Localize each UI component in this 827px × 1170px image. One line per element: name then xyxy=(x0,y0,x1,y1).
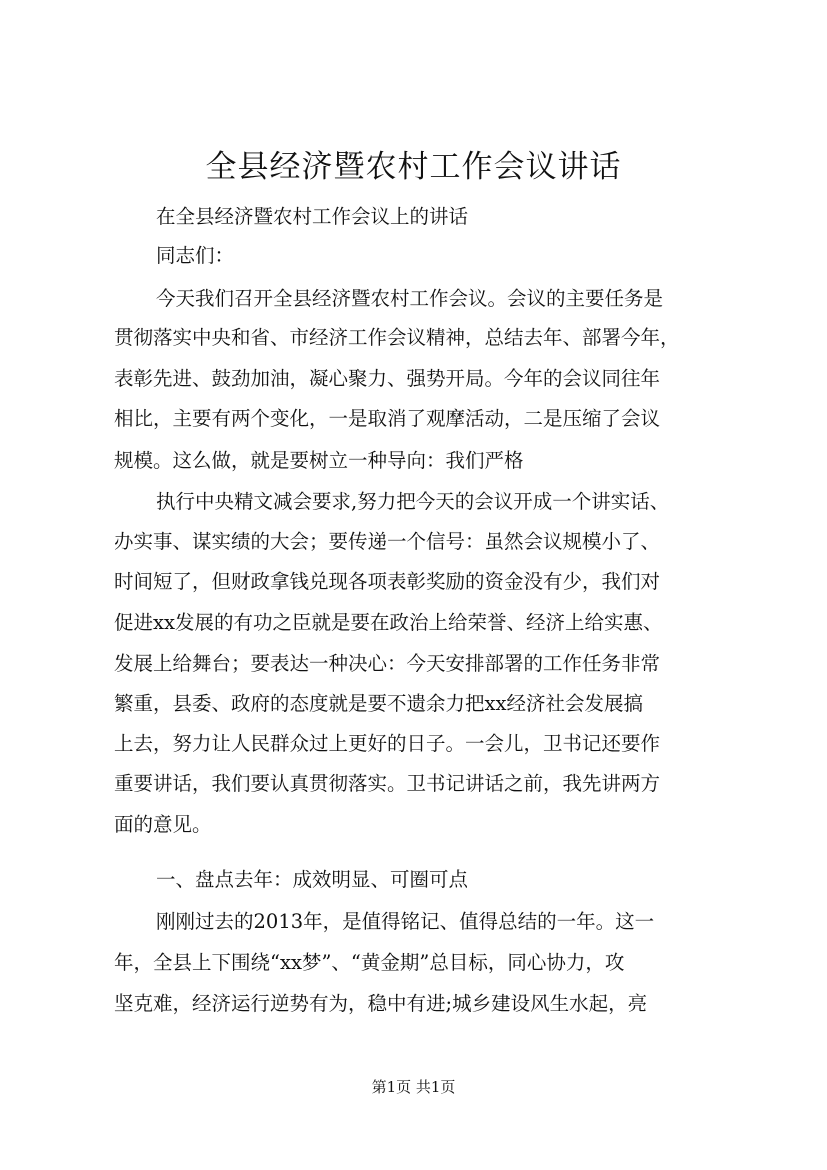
paragraph-line: 促进xx发展的有功之臣就是要在政治上给荣誉、经济上给实惠、 xyxy=(114,611,663,634)
paragraph-line: 贯彻落实中央和省、市经济工作会议精神，总结去年、部署今年， xyxy=(114,326,680,349)
paragraph-line: 上去，努力让人民群众过上更好的日子。一会儿，卫书记还要作 xyxy=(114,732,661,755)
paragraph-line: 刚刚过去的2013年，是值得铭记、值得总结的一年。这一 xyxy=(156,910,655,933)
paragraph-line: 坚克难，经济运行逆势有为，稳中有进;城乡建设风生水起，亮 xyxy=(114,992,648,1015)
paragraph-line: 规模。这么做，就是要树立一种导向：我们严格 xyxy=(114,449,524,472)
section-heading: 一、盘点去年：成效明显、可圈可点 xyxy=(156,868,469,891)
page-number-footer: 第1页 共1页 xyxy=(371,1078,456,1096)
paragraph-line: 面的意见。 xyxy=(114,813,212,836)
paragraph-line: 年，全县上下围绕“xx梦”、“黄金期”总目标，同心协力，攻 xyxy=(114,951,625,974)
subtitle-line: 在全县经济暨农村工作会议上的讲话 xyxy=(156,205,469,228)
paragraph-line: 相比，主要有两个变化，一是取消了观摩活动，二是压缩了会议 xyxy=(114,407,661,430)
paragraph-line: 表彰先进、鼓劲加油，凝心聚力、强势开局。今年的会议同往年 xyxy=(114,367,661,390)
paragraph-line: 发展上给舞台；要表达一种决心：今天安排部署的工作任务非常 xyxy=(114,652,661,675)
document-title: 全县经济暨农村工作会议讲话 xyxy=(205,149,622,185)
paragraph-line: 今天我们召开全县经济暨农村工作会议。会议的主要任务是 xyxy=(156,287,664,310)
paragraph-line: 执行中央精文减会要求,努力把今天的会议开成一个讲实话、 xyxy=(156,490,670,513)
paragraph-line: 繁重，县委、政府的态度就是要不遗余力把xx经济社会发展搞 xyxy=(114,692,643,715)
salutation-line: 同志们： xyxy=(156,244,235,267)
paragraph-line: 时间短了，但财政拿钱兑现各项表彰奖励的资金没有少，我们对 xyxy=(114,570,661,593)
paragraph-line: 办实事、谋实绩的大会；要传递一个信号：虽然会议规模小了、 xyxy=(114,530,661,553)
paragraph-line: 重要讲话，我们要认真贯彻落实。卫书记讲话之前，我先讲两方 xyxy=(114,772,661,795)
